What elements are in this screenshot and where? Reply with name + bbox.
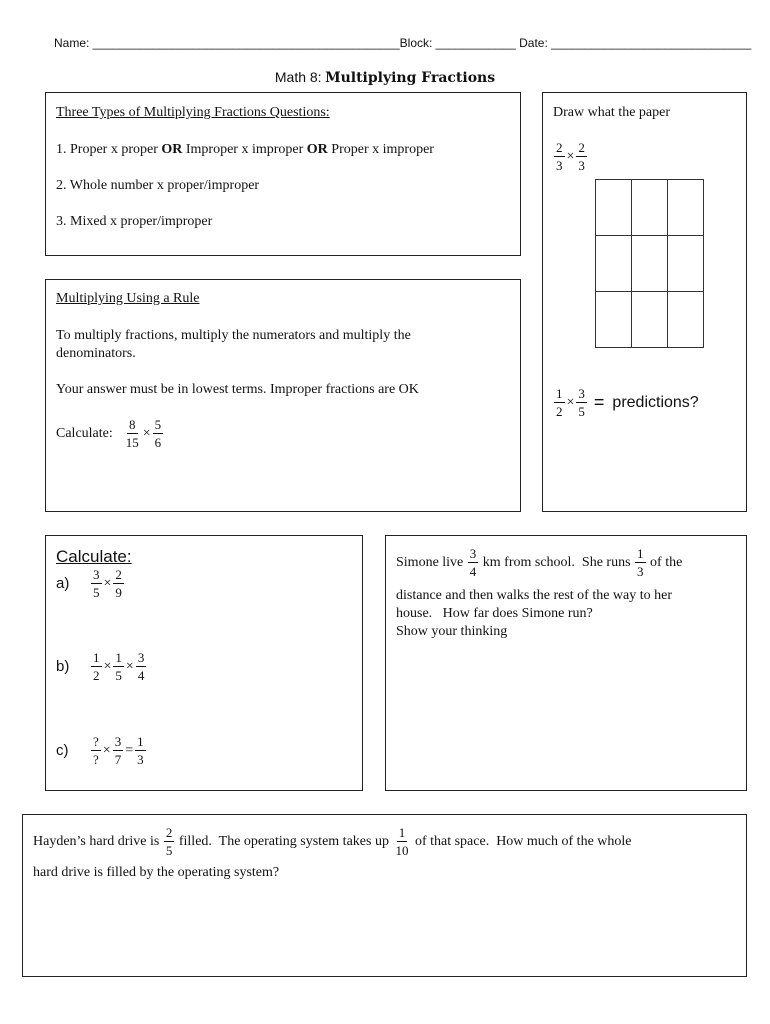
fraction — [576, 141, 587, 172]
equals-sign: = — [593, 392, 605, 412]
hayden-text-2: filled. The operating system takes up — [175, 833, 393, 849]
label-a: a) — [56, 575, 70, 592]
fraction — [635, 547, 646, 578]
simone-text-3: of the — [646, 554, 683, 570]
types-item-1 — [56, 142, 434, 158]
denominator: 5 — [165, 843, 173, 858]
times-sign: × — [103, 575, 112, 591]
denominator: 3 — [637, 564, 644, 579]
fraction — [393, 826, 410, 857]
numerator: 3 — [114, 734, 122, 749]
denominator: 3 — [556, 158, 563, 173]
numerator: 3 — [93, 567, 100, 582]
question-a — [56, 568, 125, 599]
or-2: OR — [306, 142, 328, 157]
times-sign: × — [142, 425, 151, 441]
calculate-heading: Calculate: — [56, 547, 132, 566]
numerator: 3 — [469, 546, 477, 561]
simone-text-1: Simone live — [396, 554, 467, 570]
label-c: c) — [56, 742, 69, 759]
fraction — [554, 141, 565, 172]
fraction — [554, 387, 565, 418]
name-block-date-line: Name: ______________________________________________Block: ____________ Date: ______________________________ — [54, 36, 752, 50]
rule-line-3: Your answer must be in lowest terms. Improper fractions are OK — [56, 382, 419, 397]
predictions-text: predictions? — [612, 393, 699, 411]
denominator: 6 — [154, 435, 162, 450]
rule-heading: Multiplying Using a Rule — [56, 291, 200, 306]
hayden-text-1: Hayden’s hard drive is — [33, 833, 163, 849]
rule-line-1: To multiply fractions, multiply the numerators and multiply the — [56, 328, 411, 343]
paper-grid — [595, 179, 704, 348]
numerator: 2 — [578, 140, 585, 155]
fraction — [576, 387, 587, 418]
simone-line-2: distance and then walks the rest of the way to her — [396, 588, 673, 603]
denominator: 4 — [469, 564, 477, 579]
types-item-2: 2. Whole number x proper/improper — [56, 178, 260, 193]
simone-line-3: house. How far does Simone run? — [396, 606, 593, 621]
label-b: b) — [56, 658, 70, 675]
item1-b: Improper x improper — [182, 142, 307, 157]
times-sign: × — [125, 658, 134, 674]
times-sign: × — [566, 394, 575, 410]
denominator: 3 — [578, 158, 585, 173]
types-item-3: 3. Mixed x proper/improper — [56, 214, 213, 229]
paper-box — [542, 92, 747, 512]
denominator: 15 — [125, 435, 139, 450]
rule-box — [45, 279, 521, 512]
question-c — [56, 735, 147, 766]
denominator: 4 — [137, 668, 145, 683]
hayden-line-2: hard drive is filled by the operating system? — [33, 865, 280, 880]
rule-calc — [56, 418, 164, 449]
fraction — [124, 418, 141, 449]
fraction — [91, 735, 101, 766]
denominator: 5 — [93, 585, 100, 600]
title-main: Multiplying Fractions — [325, 70, 496, 86]
paper-heading: Draw what the paper — [553, 105, 671, 120]
numerator: 1 — [93, 650, 100, 665]
title-prefix: Math 8: — [274, 69, 322, 85]
denominator: 2 — [556, 404, 563, 419]
fraction — [153, 418, 164, 449]
fraction — [113, 651, 124, 682]
equals-sign: = — [125, 742, 134, 758]
types-heading: Three Types of Multiplying Fractions Questions: — [56, 105, 330, 120]
numerator: 1 — [398, 825, 406, 840]
calc-label: Calculate: — [56, 425, 113, 441]
numerator: 2 — [115, 567, 122, 582]
calculate-box — [45, 535, 363, 791]
numerator: 3 — [578, 386, 585, 401]
numerator: ? — [93, 734, 99, 749]
fraction — [468, 547, 479, 578]
fraction — [91, 568, 102, 599]
simone-line-4: Show your thinking — [396, 624, 508, 639]
numerator: 1 — [637, 546, 644, 561]
fraction — [91, 651, 102, 682]
times-sign: × — [103, 658, 112, 674]
numerator: 1 — [115, 650, 122, 665]
denominator: 9 — [115, 585, 122, 600]
fraction — [113, 568, 124, 599]
denominator: 2 — [93, 668, 100, 683]
simone-box — [385, 535, 747, 791]
denominator: 10 — [395, 843, 409, 858]
times-sign: × — [566, 148, 575, 164]
denominator: 5 — [115, 668, 122, 683]
simone-text-2: km from school. She runs — [479, 554, 635, 570]
denominator: ? — [93, 752, 99, 767]
fraction — [136, 651, 147, 682]
simone-line-1 — [396, 547, 682, 578]
numerator: 8 — [129, 417, 136, 432]
numerator: 2 — [165, 825, 173, 840]
rule-line-2: denominators. — [56, 346, 136, 361]
denominator: 5 — [578, 404, 585, 419]
item1-a: 1. Proper x proper — [56, 142, 162, 157]
or-1: OR — [161, 142, 183, 157]
hayden-box — [22, 814, 747, 977]
page-title — [0, 69, 770, 87]
paper-expression-1 — [553, 141, 588, 172]
question-b — [56, 651, 147, 682]
hayden-text-3: of that space. How much of the whole — [411, 833, 632, 849]
denominator: 7 — [114, 752, 122, 767]
hayden-line-1 — [33, 826, 632, 857]
item1-c: Proper x improper — [327, 142, 434, 157]
denominator: 3 — [137, 752, 144, 767]
fraction — [135, 735, 146, 766]
fraction — [113, 735, 124, 766]
types-box — [45, 92, 521, 256]
numerator: 1 — [137, 734, 144, 749]
numerator: 3 — [137, 650, 145, 665]
paper-expression-2 — [553, 387, 699, 418]
numerator: 5 — [154, 417, 162, 432]
fraction — [164, 826, 175, 857]
times-sign: × — [102, 742, 111, 758]
numerator: 1 — [556, 386, 563, 401]
numerator: 2 — [556, 140, 563, 155]
